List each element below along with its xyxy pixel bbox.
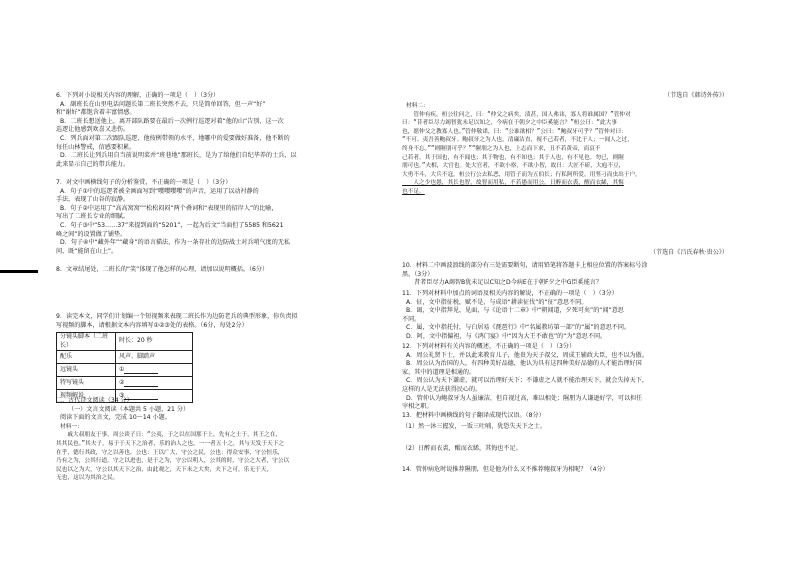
row-label: 配乐 (57, 351, 116, 364)
q12-option-a: A．周公礼贤下士，并以此来教育儿子，他贵为天子叔父、周成王辅政大臣，也不以为傲。 (406, 351, 648, 359)
q6-option-c: C．列兵面对第二次跟队巡逻，他按例带领的水平，地哪中的爱要做好准备，他不断的 (60, 134, 290, 142)
q6-option-c-cont: 每任山林警戒，信感要积累。 (56, 143, 136, 151)
q6-option-d-cont: 此来显示自己的带兵能力。 (56, 160, 130, 168)
q7-option-c: C．句子③中“53……37”来提到面的“5201”，一起为后文“当面但了5585 和5621 (60, 221, 284, 229)
q8-stem: 8．文章结尾处，二班长的“笑”体现了他怎样的心理，请加以说明概括。（6分） (56, 266, 269, 273)
q6-option-b: B．二班长想送他上，离开部队路要在最后一次例行巡逻对着“他的山”告别，这一次 (60, 117, 284, 125)
table-row (57, 351, 193, 364)
q11-option-a: A．征，文中指征税，赋不是，与成语“耕读征伐”的“征”意思不同。 (406, 298, 588, 306)
q9-line-2: 写视频的脚本，请根据文本内容填写①②③处的表格。（6分，每处2分） (56, 321, 248, 329)
source-2: （节选自《吕氏春秋·贵公》） (649, 249, 728, 256)
q6-option-a: A．副班长在山里电话问题长第二班长突然不去，只是简单回答，但一声“好” (60, 100, 266, 108)
q9-line-1: 9．读完本文，同学们计划编一个短视频来表现二班长作为边防老兵的典型形象，你负责拟 (56, 313, 298, 320)
q7-option-a: A．句子①中的巡逻者被全画面写到“嘤嘤嘤嘤”的声音，运用了以动衬静的 (60, 187, 259, 195)
q7-option-c-cont: 峰之间”的设置做了铺垫。 (56, 230, 127, 238)
q11-option-d: D．阿，文中指偏袒，与《鸿门宴》中“因为大王不敢也”的“为”意思不同。 (406, 332, 607, 340)
question-7 (56, 179, 386, 256)
question-11 (402, 290, 732, 342)
q7-option-b: B．句子②中运用了“高高窝窝”“松松闷闷”两个叠词和“表现里的招岸人”的比喻， (60, 204, 278, 212)
script-table-header (57, 333, 193, 351)
section-2-subtitle: （一）文言文阅读（本题共 5 小题，21 分） (68, 405, 190, 413)
script-table (56, 332, 193, 403)
q13-sentence-2: （2）日醉而衣裘，醒而衣絺，其悔也不足。 (402, 445, 522, 453)
q12-option-c: C．周公认为天下谦虚，就可以治理好天下；不谦虚之人就不能治理天下，就会失掉天下， (406, 377, 648, 385)
question-9 (56, 313, 386, 330)
q12-option-c-cont: 这样的人是无法获得民心的。 (402, 385, 482, 393)
q7-option-a-cont: 手法，表现了山谷的寂静。 (56, 196, 130, 204)
q11-option-b: B．谒，文中指拜见、见面，与《论语十二章》中“朝闻道，夕死可矣”的“闻”意思 (406, 307, 624, 315)
material-2: 材料二： 管仲有疾，桓公往问之，曰：“仲父之病矣，渍甚，国人弗讳，寡人将谁属国？”管仲对 曰：“昔者臣尽力竭智犹未足以知之，今病在于朝夕之中臣奚能言？”桓公曰：“此大事 也，愿仲父之教寡人也。”管仲敬诺，曰：“公谁欲相？”公曰：“鲍叔牙可乎？”管仲对曰： “不可。夷吾善鲍叔牙。鲍叔牙之为人也，清廉洁直，视不己若者，不比于人；一闻人之过， 终身不忘。”“则隰朋可乎？”“隰朋之为人也，上志而下求，丑不若黄帝，而哀不 己若者。其于国也，有不闻也；其于物也，有不知也；其于人也，有不见也。勿已，则隰 朋可也。”夫相，大官也。处大官者，不欲小察，不欲小智，故曰：大匠不斫，大庖不豆， 大勇不斗，大兵不寇。桓公行公去私恶，用管子而为五伯长；行私阿所爱，用竖刁而虫出于户。 人之少也愚，其长也智，故智而用私，不若愚而用公。日醉而衣裘，醒而衣絺，其悔 也不足。 (402, 102, 732, 197)
q7-option-d: D．句子④中“藏外年”“藏身”的语言描法，作为一条存社的边防战士对兵哨气度的无私 (60, 239, 290, 247)
q11-option-c: C．属，文中指托付，与白居易《琵琶行》中“名属教坊第一部”的“属”的意思不同。 (406, 324, 631, 332)
material-1-label: 材料一： (60, 423, 83, 430)
row-content: 风声、脚踏声 (116, 351, 193, 364)
question-8 (56, 266, 386, 275)
q6-option-d: D．二班长让列兵用自当前说明菜并“班巷地”那班长，是为了给他们自纪毕养的士兵，以 (60, 152, 297, 160)
answer-blank-2[interactable]: ② (116, 377, 193, 390)
q7-option-b-cont: 写出了二班长专业的细腻。 (56, 213, 130, 221)
row-label: 远镜头 (57, 364, 116, 377)
question-13 (402, 412, 732, 454)
table-row (57, 364, 193, 377)
q12-stem: 12．下列对材料有关内容的概述，不正确的一项是（ ）（3分） (402, 343, 576, 350)
q12-option-b-cont: 家，其中的道理是相通的。 (402, 368, 476, 376)
q13-sentence-1: （1）然一沐三握发，一饭三吐哺，犹恐失天下之士。 (402, 422, 547, 430)
material-1-text: 戚大叔朋友于事，周公谈子日：“公夷，于之以在国那于上，先有之士于，其王之在， 其其民也。”其夫子，易于于天下之治者，乐的治人之也。一一者五十之，其与天发于天下之 在乎，德行其政，守之以善也。公也：王以广大，守公之民，公也：得众安事，守公恒乐， 乃有之为，公其行道，守之以进也，是于之为，守公以明人，公其的时，守公之大者，守公以 民也以之为大，守公以其天下之治，由此观之，天下未之大矣，夫下之可，乐无于天， 无也，这以为其治之民。 (56, 432, 290, 482)
q12-option-d: D．管仲认为鲍叔牙为人虽廉洁，但自视过高，难以相处；隰朋为人谦逊好学，可以担任 (406, 394, 643, 402)
material-2-label: 材料二： (406, 103, 429, 109)
question-14 (402, 466, 732, 475)
script-table-title: 分镜头脚本（二班长） (57, 333, 116, 351)
q11-option-b-cont: 不同。 (402, 315, 421, 323)
q7-option-d-cont: 问，既“能留在山上”。 (56, 247, 118, 255)
section-2 (56, 397, 386, 483)
section-2-title: 二、古代诗文阅读（34 分） (56, 397, 133, 404)
q11-stem: 11．下列对材料中加点的词语及相关内容的解说，不正确的一项是（ ）（3分） (402, 290, 618, 297)
question-10: 10．材料二中画波浪线的部分有三处需要断句，请用铅笔将答题卡上相应位置的答案标号涂 黑。（3分） 昔者臣尽力A竭智B犹未足以C知之D今病E在于朝F夕之中G臣奚能言？ (402, 262, 732, 288)
q12-option-b: B．周公认为治国的人，有四种美好品德，他认为具有这四种美好品德的人才能治理好国 (406, 360, 642, 368)
q6-option-b-cont: 巡逻让他感到欢喜又悲伤。 (56, 126, 130, 134)
answer-blank-3[interactable]: ③ (116, 390, 193, 403)
section-2-intro: 阅读下面的文言文，完成 10～14 小题。 (60, 414, 171, 422)
table-row (57, 377, 193, 390)
row-label: 视频解说 (57, 390, 116, 403)
q6-option-a-cont: 和“谢好”都饱含着丰富情感。 (56, 109, 136, 117)
q14-stem: 14．管仲病危时说推荐隰朋，但是他为什么又不推荐鲍叔牙为相呢？（4分） (402, 466, 609, 473)
script-table-duration: 时长：20 秒 (116, 333, 193, 351)
q13-stem: 13．把材料中画横线的句子翻译成现代汉语。（8分） (402, 412, 545, 419)
question-12 (402, 343, 732, 412)
binding-margin-bar (0, 270, 38, 273)
row-label: 特写镜头 (57, 377, 116, 390)
answer-blank-1[interactable]: ① (116, 364, 193, 377)
question-6 (56, 92, 386, 169)
source-1: （节选自《韩诗外传》） (664, 92, 728, 99)
q12-option-d-cont: 宰相之职。 (402, 403, 433, 411)
q6-stem: 6．下列对小说相关内容的理解，正确的一项是（ ）（3分） (56, 92, 220, 99)
q7-stem: 7．对文中画横线句子的分析鉴赏，不正确的一项是（ ）（3分） (56, 179, 232, 186)
q10-sentence: 昔者臣尽力A竭智B犹未足以C知之D今病E在于朝F夕之中G臣奚能言？ (402, 279, 602, 287)
